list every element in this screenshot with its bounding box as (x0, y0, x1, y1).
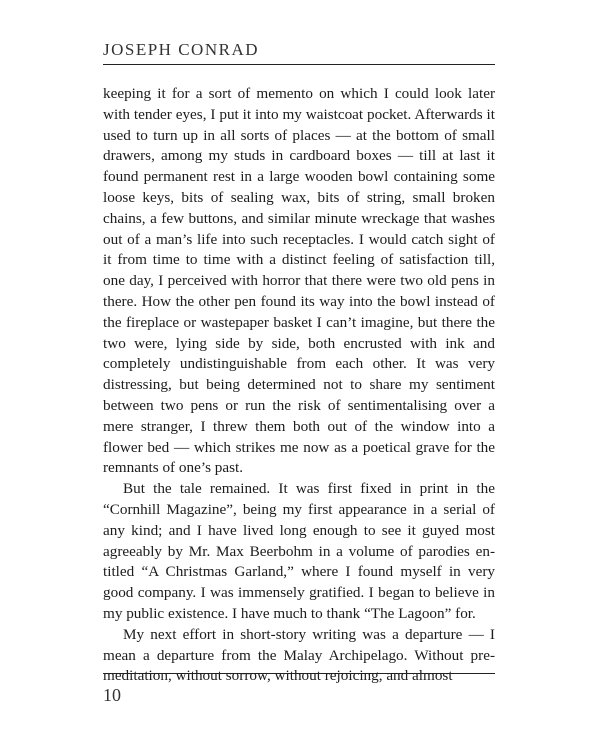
body-text (103, 84, 495, 687)
footer-rule (103, 673, 495, 674)
header-rule (103, 64, 495, 65)
paragraph: My next effort in short-story writing was a departure — I mean a departure from the Malay Archipelago. Without premeditation, without sorrow, without rejoicing, and almost (103, 625, 495, 685)
paragraph-continued: keeping it for a sort of memento on which I could look later with tender eyes, I put it into my waistcoat pocket. Afterwards it used to turn up in all sorts of places — at the bottom of small drawers, among my studs in cardboard boxes — till at last it found permanent rest in a large wooden bowl containing some loose keys, bits of sealing wax, bits of string, small broken chains, a few buttons, and similar minute wreckage that washes out of a man’s life into such receptacles. I would catch sight of it from time to time with a distinct feeling of satisfaction till, one day, I perceived with horror that there were two old pens in there. How the other pen found its way into the bowl instead of the fireplace or wastepaper basket I can’t imagine, but there the two were, lying side by side, both encrusted with ink and completely undistinguishable from each other. It was very distressing, but being determined not to share my sentiment between two pens or run the risk of sentimentalising over a mere stranger, I threw them both out of the window into a flower bed — which strikes me now as a poetical grave for the remnants of one’s past. (103, 85, 495, 477)
page-number: 10 (103, 685, 121, 705)
paragraph: But the tale remained. It was first fixed in print in the “Cornhill Magazine”, being my first appearance in a serial of any kind; and I have lived long enough to see it guyed most agreeably by Mr. Max Beerbohm in a volume of parodies entitled “A Christmas Garland,” where I found myself in very good company. I was immensely gratified. I began to believe in my public existence. I have much to thank “The Lagoon” for. (103, 480, 495, 622)
running-header-author: JOSEPH CONRAD (103, 40, 259, 59)
